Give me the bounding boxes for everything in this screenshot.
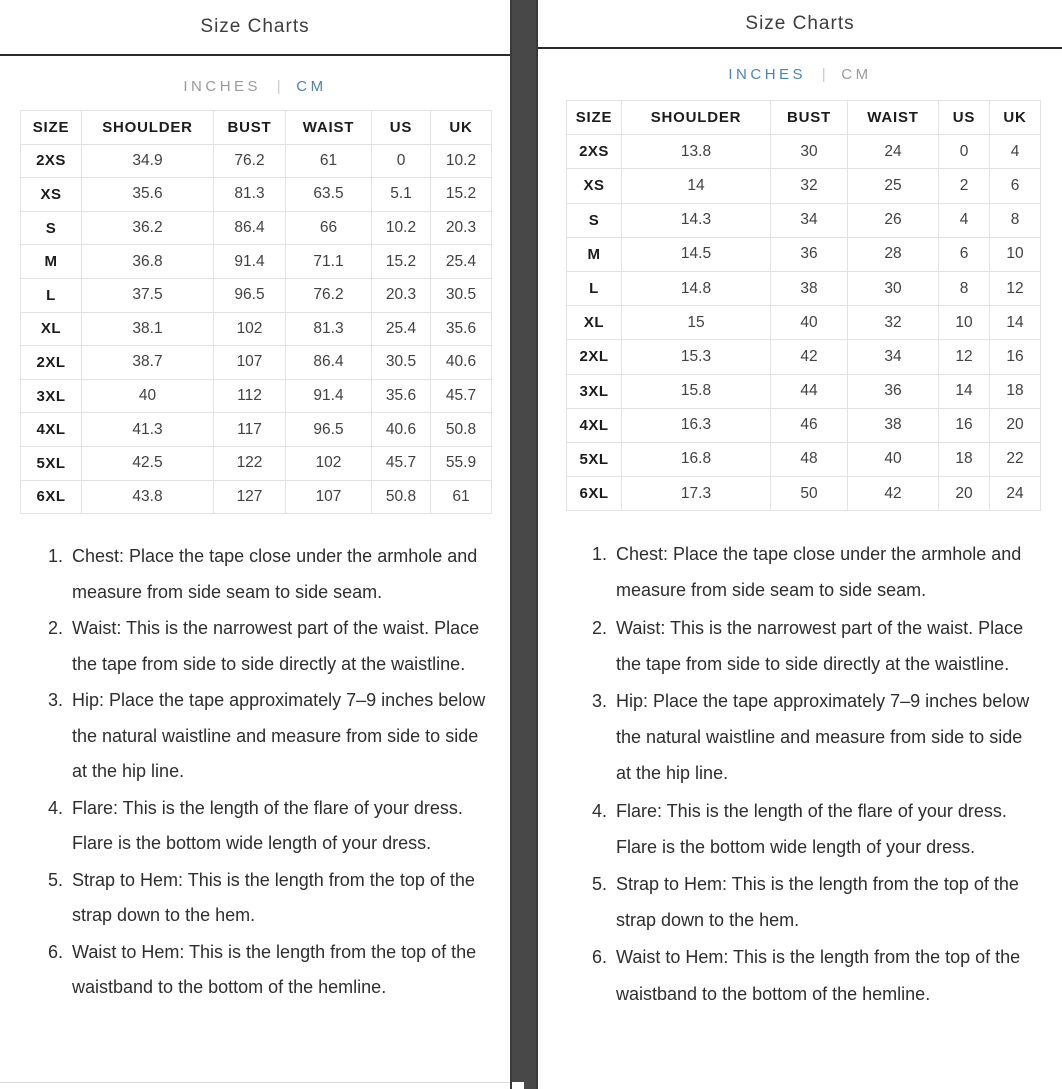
measurement-cell: 30 [771,135,848,169]
instruction-item: 4. Flare: This is the length of the flare of your dress. Flare is the bottom wide length of your dress. [68,791,492,862]
column-header: US [372,111,431,145]
measurement-cell: 12 [990,271,1041,305]
measurement-cell: 14 [622,169,771,203]
size-label-cell: 4XL [567,408,622,442]
size-label-cell: XS [567,169,622,203]
panel-header [0,0,510,56]
measurement-cell: 50 [771,477,848,511]
measurement-cell: 117 [214,413,286,447]
unit-toggle [538,66,1062,83]
measurement-cell: 8 [939,271,990,305]
size-label-cell: 4XL [21,413,82,447]
measurement-cell: 15.8 [622,374,771,408]
size-chart-table-cm [20,110,492,514]
measurement-cell: 61 [431,480,492,514]
measurement-cell: 127 [214,480,286,514]
size-label-cell: XL [21,312,82,346]
tab-cm[interactable]: CM [296,78,327,95]
measurement-cell: 14 [990,306,1041,340]
measurement-cell: 91.4 [214,245,286,279]
measurement-cell: 30 [848,271,939,305]
measurement-cell: 16.3 [622,408,771,442]
measurement-cell: 25.4 [431,245,492,279]
measurement-cell: 102 [286,446,372,480]
size-row [567,135,1041,169]
size-row [567,374,1041,408]
instruction-item: 5. Strap to Hem: This is the length from the top of the strap down to the hem. [612,866,1040,938]
measurement-cell: 16.8 [622,442,771,476]
measurement-cell: 16 [939,408,990,442]
measurement-cell: 10.2 [372,211,431,245]
column-header: SHOULDER [622,101,771,135]
measurement-cell: 76.2 [286,278,372,312]
tab-separator: | [276,78,281,95]
size-label-cell: 2XS [21,144,82,178]
column-header: SHOULDER [82,111,214,145]
size-row [21,480,492,514]
measurement-cell: 15.2 [372,245,431,279]
measurement-instructions [0,539,492,1006]
measurement-cell: 86.4 [286,346,372,380]
measurement-cell: 102 [214,312,286,346]
size-label-cell: XS [21,178,82,212]
measurement-cell: 28 [848,237,939,271]
size-row [567,477,1041,511]
measurement-cell: 15.2 [431,178,492,212]
measurement-cell: 35.6 [82,178,214,212]
measurement-cell: 40.6 [431,346,492,380]
measurement-cell: 91.4 [286,379,372,413]
measurement-cell: 40.6 [372,413,431,447]
size-label-cell: S [567,203,622,237]
measurement-cell: 50.8 [431,413,492,447]
measurement-cell: 34 [848,340,939,374]
measurement-cell: 112 [214,379,286,413]
column-header: UK [431,111,492,145]
measurement-cell: 8 [990,203,1041,237]
measurement-cell: 12 [939,340,990,374]
column-header: SIZE [21,111,82,145]
measurement-cell: 86.4 [214,211,286,245]
measurement-cell: 10 [939,306,990,340]
size-row [567,203,1041,237]
measurement-cell: 36.8 [82,245,214,279]
measurement-cell: 81.3 [286,312,372,346]
size-row [567,340,1041,374]
measurement-cell: 122 [214,446,286,480]
size-label-cell: M [21,245,82,279]
measurement-cell: 22 [990,442,1041,476]
measurement-cell: 38.7 [82,346,214,380]
measurement-cell: 45.7 [372,446,431,480]
measurement-cell: 40 [82,379,214,413]
tab-separator: | [821,66,826,83]
instruction-item: 2. Waist: This is the narrowest part of the waist. Place the tape from side to side directly at the waistline. [68,611,492,682]
measurement-cell: 55.9 [431,446,492,480]
size-row [21,144,492,178]
size-label-cell: 3XL [567,374,622,408]
measurement-cell: 76.2 [214,144,286,178]
size-row [21,278,492,312]
measurement-cell: 6 [990,169,1041,203]
column-header: WAIST [286,111,372,145]
measurement-cell: 35.6 [431,312,492,346]
measurement-cell: 20 [939,477,990,511]
measurement-cell: 38 [771,271,848,305]
measurement-cell: 35.6 [372,379,431,413]
size-row [21,446,492,480]
measurement-cell: 46 [771,408,848,442]
measurement-cell: 37.5 [82,278,214,312]
size-row [21,245,492,279]
measurement-cell: 71.1 [286,245,372,279]
size-row [21,211,492,245]
divider-bottom-gap [512,1082,524,1089]
column-header: BUST [771,101,848,135]
measurement-cell: 10 [990,237,1041,271]
tab-inches[interactable]: INCHES [183,78,262,95]
tab-inches[interactable]: INCHES [728,66,807,83]
measurement-cell: 5.1 [372,178,431,212]
column-header: UK [990,101,1041,135]
size-row [567,271,1041,305]
measurement-cell: 20.3 [372,278,431,312]
measurement-cell: 42 [848,477,939,511]
measurement-cell: 38 [848,408,939,442]
measurement-instructions [538,536,1040,1012]
instruction-item: 6. Waist to Hem: This is the length from the top of the waistband to the bottom of the hemline. [68,935,492,1006]
measurement-cell: 20.3 [431,211,492,245]
measurement-cell: 36.2 [82,211,214,245]
column-header: BUST [214,111,286,145]
measurement-cell: 20 [990,408,1041,442]
panel-bottom-border [0,1082,510,1083]
measurement-cell: 14.5 [622,237,771,271]
measurement-cell: 13.8 [622,135,771,169]
measurement-cell: 24 [990,477,1041,511]
measurement-cell: 14.3 [622,203,771,237]
measurement-cell: 24 [848,135,939,169]
size-row [21,379,492,413]
measurement-cell: 15 [622,306,771,340]
size-chart-table-inches [566,100,1041,511]
size-row [567,306,1041,340]
measurement-cell: 6 [939,237,990,271]
size-label-cell: 6XL [567,477,622,511]
instruction-item: 5. Strap to Hem: This is the length from the top of the strap down to the hem. [68,863,492,934]
measurement-cell: 34 [771,203,848,237]
measurement-cell: 14.8 [622,271,771,305]
measurement-cell: 63.5 [286,178,372,212]
measurement-cell: 34.9 [82,144,214,178]
size-label-cell: 2XL [21,346,82,380]
size-chart-panel-cm [0,0,510,1089]
measurement-cell: 30.5 [372,346,431,380]
size-label-cell: 6XL [21,480,82,514]
measurement-cell: 45.7 [431,379,492,413]
instruction-item: 2. Waist: This is the narrowest part of the waist. Place the tape from side to side directly at the waistline. [612,610,1040,682]
measurement-cell: 96.5 [286,413,372,447]
column-header: WAIST [848,101,939,135]
column-header: US [939,101,990,135]
measurement-cell: 14 [939,374,990,408]
page-title: Size Charts [200,16,310,37]
measurement-cell: 25.4 [372,312,431,346]
measurement-cell: 30.5 [431,278,492,312]
instruction-item: 6. Waist to Hem: This is the length from the top of the waistband to the bottom of the hemline. [612,939,1040,1011]
measurement-cell: 16 [990,340,1041,374]
measurement-cell: 25 [848,169,939,203]
measurement-cell: 48 [771,442,848,476]
measurement-cell: 10.2 [431,144,492,178]
measurement-cell: 107 [286,480,372,514]
measurement-cell: 36 [848,374,939,408]
measurement-cell: 40 [848,442,939,476]
measurement-cell: 40 [771,306,848,340]
size-row [21,178,492,212]
size-label-cell: L [21,278,82,312]
measurement-cell: 17.3 [622,477,771,511]
table-header-row [567,101,1041,135]
instruction-item: 3. Hip: Place the tape approximately 7–9 inches below the natural waistline and measure from side to side at the hip line. [612,683,1040,792]
measurement-cell: 81.3 [214,178,286,212]
instruction-item: 3. Hip: Place the tape approximately 7–9 inches below the natural waistline and measure from side to side at the hip line. [68,683,492,790]
size-row [21,312,492,346]
size-label-cell: L [567,271,622,305]
page-title: Size Charts [745,12,855,34]
measurement-cell: 61 [286,144,372,178]
size-label-cell: S [21,211,82,245]
size-label-cell: 2XL [567,340,622,374]
measurement-cell: 66 [286,211,372,245]
panel-divider [510,0,538,1089]
size-label-cell: 2XS [567,135,622,169]
measurement-cell: 18 [939,442,990,476]
size-row [567,408,1041,442]
measurement-cell: 15.3 [622,340,771,374]
tab-cm[interactable]: CM [841,66,872,83]
size-row [567,169,1041,203]
instruction-item: 1. Chest: Place the tape close under the armhole and measure from side seam to side seam. [68,539,492,610]
measurement-cell: 36 [771,237,848,271]
size-label-cell: 3XL [21,379,82,413]
measurement-cell: 4 [939,203,990,237]
measurement-cell: 96.5 [214,278,286,312]
measurement-cell: 18 [990,374,1041,408]
measurement-cell: 44 [771,374,848,408]
measurement-cell: 32 [848,306,939,340]
size-row [567,237,1041,271]
size-row [21,413,492,447]
measurement-cell: 42.5 [82,446,214,480]
measurement-cell: 32 [771,169,848,203]
measurement-cell: 2 [939,169,990,203]
column-header: SIZE [567,101,622,135]
size-chart-panel-inches [538,0,1062,1089]
instruction-item: 1. Chest: Place the tape close under the armhole and measure from side seam to side seam. [612,536,1040,608]
measurement-cell: 38.1 [82,312,214,346]
measurement-cell: 26 [848,203,939,237]
measurement-cell: 43.8 [82,480,214,514]
measurement-cell: 4 [990,135,1041,169]
size-label-cell: M [567,237,622,271]
size-row [21,346,492,380]
measurement-cell: 107 [214,346,286,380]
size-label-cell: XL [567,306,622,340]
instruction-item: 4. Flare: This is the length of the flare of your dress. Flare is the bottom wide length of your dress. [612,793,1040,865]
measurement-cell: 42 [771,340,848,374]
measurement-cell: 41.3 [82,413,214,447]
unit-toggle [0,78,510,95]
size-label-cell: 5XL [21,446,82,480]
measurement-cell: 0 [372,144,431,178]
size-row [567,442,1041,476]
table-header-row [21,111,492,145]
size-label-cell: 5XL [567,442,622,476]
measurement-cell: 0 [939,135,990,169]
measurement-cell: 50.8 [372,480,431,514]
panel-header [538,0,1062,49]
